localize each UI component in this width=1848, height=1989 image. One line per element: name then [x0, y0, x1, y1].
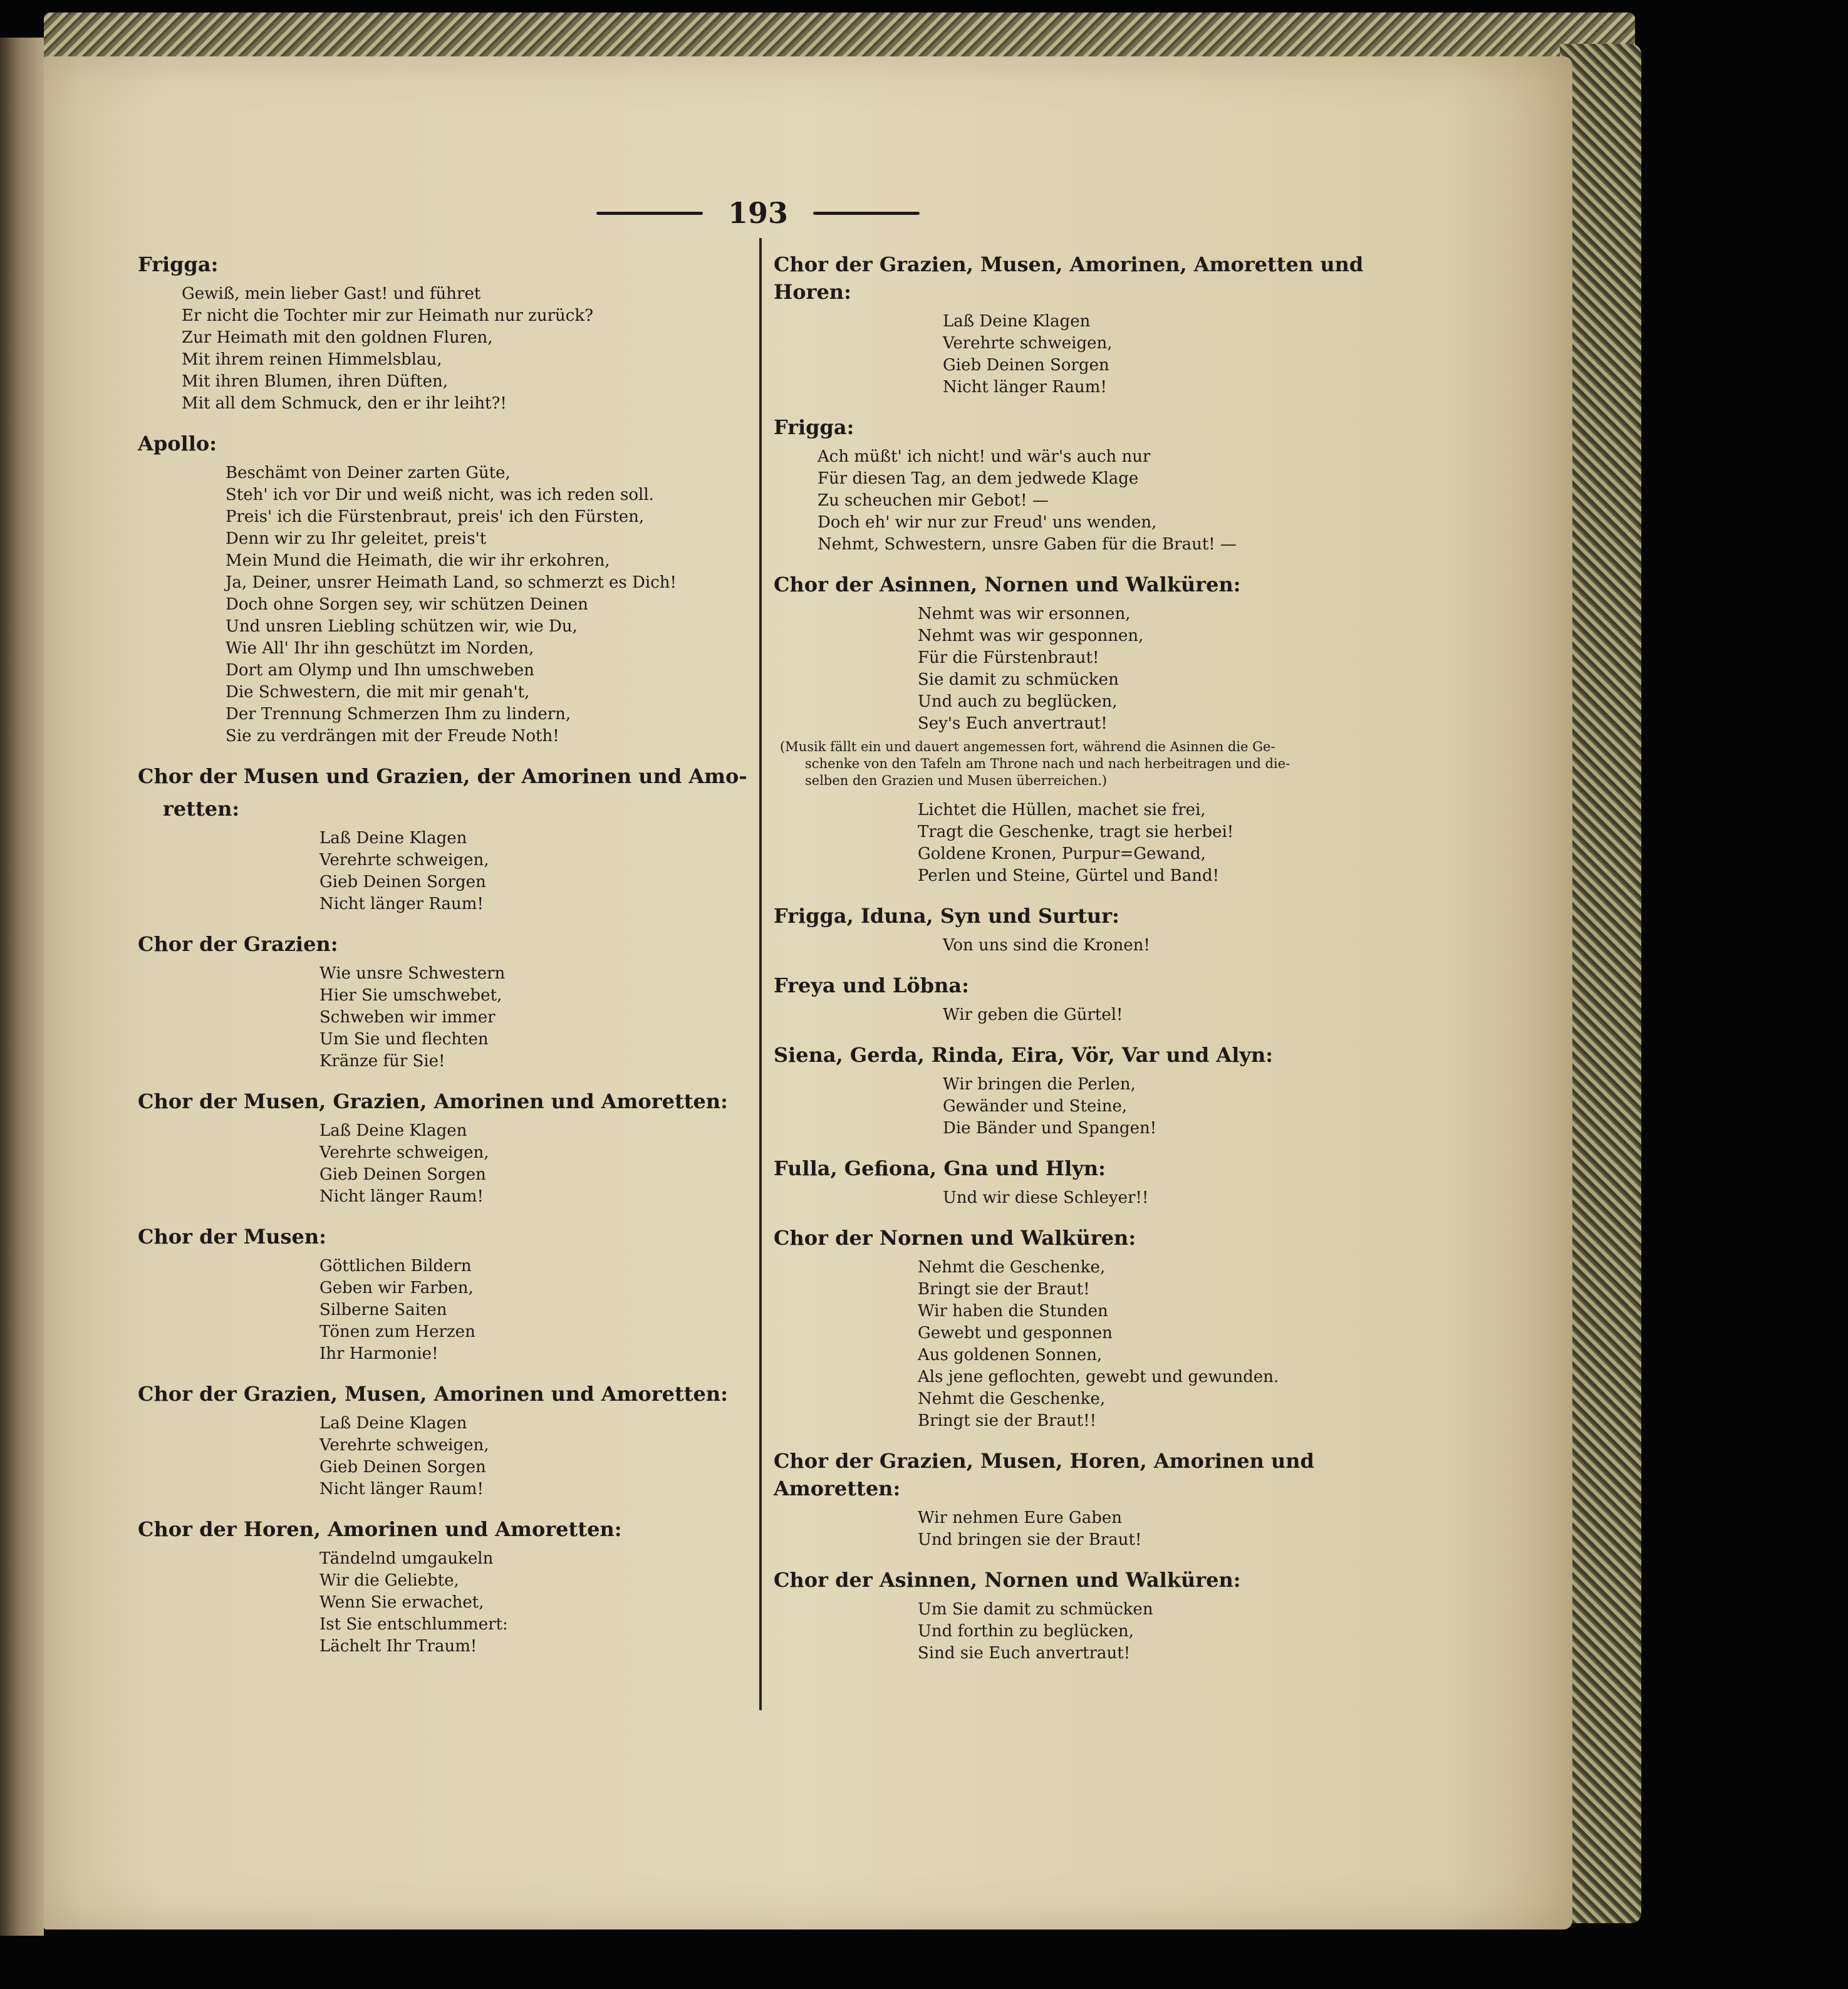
column-divider	[759, 238, 762, 1710]
speech-block	[138, 251, 752, 415]
verse-line: Mit all dem Schmuck, den er ihr leiht?!	[182, 394, 507, 413]
verse-line: Gewebt und gesponnen	[918, 1324, 1113, 1342]
speaker-name: Frigga:	[138, 252, 219, 276]
verse-line: Tragt die Geschenke, tragt sie herbei!	[918, 823, 1234, 841]
verse-lines	[774, 446, 1406, 556]
verse-line: Gieb Deinen Sorgen	[319, 1458, 486, 1477]
speech-block	[774, 251, 1406, 398]
speaker-name: Chor der Musen und Grazien, der Amorinen und Amo-	[138, 764, 747, 788]
right-column	[774, 251, 1406, 1680]
verse-lines	[774, 1074, 1406, 1140]
verse-line: Und bringen sie der Braut!	[918, 1530, 1142, 1549]
speaker-name: Chor der Nornen und Walküren:	[774, 1226, 1136, 1250]
verse-lines	[138, 1120, 752, 1208]
verse-line: Verehrte schweigen,	[319, 1436, 489, 1455]
speaker-name: Frigga:	[774, 415, 854, 439]
speech-block	[774, 1447, 1406, 1551]
stage-direction	[774, 739, 1406, 789]
speaker-name-continued: retten:	[163, 797, 240, 821]
speaker-name: Chor der Asinnen, Nornen und Walküren:	[774, 573, 1241, 596]
speaker-name: Frigga, Iduna, Syn und Surtur:	[774, 904, 1119, 928]
verse-line: Nicht länger Raum!	[319, 895, 484, 913]
verse-line: Der Trennung Schmerzen Ihm zu lindern,	[226, 705, 571, 724]
verse-line: Wie unsre Schwestern	[319, 964, 506, 983]
speech-block	[138, 1515, 752, 1658]
left-column	[138, 251, 752, 1673]
speech-block	[774, 902, 1406, 957]
speaker-name: Chor der Grazien, Musen, Amorinen und Amoretten:	[138, 1382, 728, 1406]
stage-direction-line: schenke von den Tafeln am Throne nach und nach herbeitragen und die-	[805, 756, 1290, 771]
verse-line: Ihr Harmonie!	[319, 1344, 439, 1363]
speech-block	[138, 1088, 752, 1208]
verse-line: Von uns sind die Kronen!	[943, 936, 1150, 955]
verse-lines	[138, 1413, 752, 1500]
verse-line: Bringt sie der Braut!!	[918, 1411, 1097, 1430]
verse-line: Wir die Geliebte,	[319, 1571, 459, 1590]
verse-line: Um Sie damit zu schmücken	[918, 1600, 1153, 1619]
verse-lines	[774, 603, 1406, 735]
verse-line: Steh' ich vor Dir und weiß nicht, was ich reden soll.	[226, 486, 654, 504]
verse-line: Sind sie Euch anvertraut!	[918, 1644, 1131, 1663]
speech-block	[774, 1041, 1406, 1140]
speech-block	[138, 1380, 752, 1500]
verse-lines	[138, 1548, 752, 1658]
verse-line: Und forthin zu beglücken,	[918, 1622, 1134, 1641]
verse-line: Nehmt, Schwestern, unsre Gaben für die Braut! —	[818, 535, 1237, 554]
speech-block	[774, 413, 1406, 556]
verse-line: Mein Mund die Heimath, die wir ihr erkohren,	[226, 551, 610, 570]
verse-line: Kränze für Sie!	[319, 1052, 445, 1071]
verse-line: Ja, Deiner, unsrer Heimath Land, so schmerzt es Dich!	[226, 573, 677, 592]
speech-block	[774, 1155, 1406, 1209]
verse-line: Nicht länger Raum!	[319, 1187, 484, 1206]
verse-line: Wir geben die Gürtel!	[943, 1005, 1123, 1024]
verse-line: Bringt sie der Braut!	[918, 1280, 1090, 1299]
verse-line: Aus goldenen Sonnen,	[918, 1346, 1103, 1364]
speech-block	[774, 972, 1406, 1026]
speaker-name: Chor der Grazien, Musen, Horen, Amorinen und Amoretten:	[774, 1449, 1314, 1500]
verse-line: Denn wir zu Ihr geleitet, preis't	[226, 529, 487, 548]
verse-line: Gieb Deinen Sorgen	[319, 1165, 486, 1184]
verse-line: Perlen und Steine, Gürtel und Band!	[918, 866, 1220, 885]
verse-line: Lächelt Ihr Traum!	[319, 1637, 477, 1656]
verse-lines	[138, 283, 752, 415]
verse-line: Wir nehmen Eure Gaben	[918, 1509, 1123, 1527]
verse-line: Ist Sie entschlummert:	[319, 1615, 508, 1634]
verse-line: Nicht länger Raum!	[319, 1480, 484, 1498]
speaker-name: Chor der Asinnen, Nornen und Walküren:	[774, 1568, 1241, 1592]
speech-block	[774, 1566, 1406, 1664]
speech-block	[138, 430, 752, 747]
verse-lines	[774, 935, 1406, 957]
verse-line: Tönen zum Herzen	[319, 1322, 475, 1341]
left-page-edge	[0, 38, 44, 1936]
header-rule-right	[813, 212, 920, 215]
verse-line: Lichtet die Hüllen, machet sie frei,	[918, 801, 1206, 819]
verse-line: Wenn Sie erwachet,	[319, 1593, 484, 1612]
stage-direction-line: selben den Grazien und Musen überreichen.)	[805, 773, 1108, 788]
page-header	[589, 191, 927, 235]
verse-line: Wir haben die Stunden	[918, 1302, 1108, 1321]
verse-line: Nehmt die Geschenke,	[918, 1258, 1106, 1277]
stage-direction-line: (Musik fällt ein und dauert angemessen fort, während die Asinnen die Ge-	[780, 739, 1275, 754]
verse-lines	[774, 1187, 1406, 1209]
verse-lines	[774, 1599, 1406, 1664]
verse-lines	[774, 799, 1406, 887]
verse-line: Wir bringen die Perlen,	[943, 1075, 1136, 1094]
verse-line: Doch eh' wir nur zur Freud' uns wenden,	[818, 513, 1157, 532]
verse-line: Für die Fürstenbraut!	[918, 648, 1099, 667]
header-rule-left	[596, 212, 703, 215]
verse-line: Die Bänder und Spangen!	[943, 1119, 1157, 1138]
verse-line: Verehrte schweigen,	[319, 851, 489, 870]
verse-line: Zur Heimath mit den goldnen Fluren,	[182, 328, 493, 347]
verse-line: Gewiß, mein lieber Gast! und führet	[182, 284, 481, 303]
verse-lines	[138, 828, 752, 915]
verse-lines	[138, 462, 752, 747]
verse-line: Sie zu verdrängen mit der Freude Noth!	[226, 727, 559, 745]
verse-line: Silberne Saiten	[319, 1301, 447, 1319]
page-number: 193	[727, 196, 789, 230]
verse-line: Hier Sie umschwebet,	[319, 986, 502, 1005]
verse-line: Verehrte schweigen,	[319, 1143, 489, 1162]
verse-line: Als jene geflochten, gewebt und gewunden.	[918, 1368, 1279, 1386]
speaker-name: Freya und Löbna:	[774, 974, 969, 997]
verse-lines	[774, 311, 1406, 398]
verse-line: Tändelnd umgaukeln	[319, 1549, 494, 1568]
verse-line: Goldene Kronen, Purpur=Gewand,	[918, 844, 1206, 863]
verse-line: Er nicht die Tochter mir zur Heimath nur zurück?	[182, 306, 594, 325]
speech-block	[138, 930, 752, 1072]
verse-line: Nehmt was wir gesponnen,	[918, 626, 1144, 645]
verse-line: Und wir diese Schleyer!!	[943, 1188, 1149, 1207]
verse-line: Gewänder und Steine,	[943, 1097, 1128, 1116]
verse-line: Geben wir Farben,	[319, 1279, 474, 1297]
verse-line: Dort am Olymp und Ihn umschweben	[226, 661, 534, 680]
verse-line: Sey's Euch anvertraut!	[918, 714, 1108, 733]
verse-line: Laß Deine Klagen	[319, 1414, 467, 1433]
speaker-name: Chor der Musen, Grazien, Amorinen und Amoretten:	[138, 1089, 728, 1113]
verse-line: Zu scheuchen mir Gebot! —	[818, 491, 1049, 510]
speaker-name: Chor der Grazien:	[138, 932, 338, 956]
verse-lines	[138, 1255, 752, 1365]
verse-line: Nehmt was wir ersonnen,	[918, 605, 1131, 623]
speaker-name: Fulla, Gefiona, Gna und Hlyn:	[774, 1156, 1106, 1180]
speaker-name: Chor der Musen:	[138, 1225, 326, 1249]
verse-line: Ach müßt' ich nicht! und wär's auch nur	[818, 447, 1151, 466]
speaker-name: Apollo:	[138, 432, 217, 455]
verse-line: Nehmt die Geschenke,	[918, 1389, 1106, 1408]
verse-line: Wie All' Ihr ihn geschützt im Norden,	[226, 639, 534, 658]
speaker-name: Chor der Horen, Amorinen und Amoretten:	[138, 1517, 622, 1541]
speech-block	[774, 571, 1406, 887]
verse-line: Sie damit zu schmücken	[918, 670, 1119, 689]
verse-line: Und auch zu beglücken,	[918, 692, 1118, 711]
verse-line: Gieb Deinen Sorgen	[319, 873, 486, 891]
verse-line: Für diesen Tag, an dem jedwede Klage	[818, 469, 1139, 488]
verse-line: Verehrte schweigen,	[943, 334, 1113, 353]
verse-line: Mit ihren Blumen, ihren Düften,	[182, 372, 448, 391]
verse-lines	[774, 1004, 1406, 1026]
verse-line: Nicht länger Raum!	[943, 378, 1107, 397]
speaker-name: Siena, Gerda, Rinda, Eira, Vör, Var und Alyn:	[774, 1043, 1274, 1067]
verse-line: Die Schwestern, die mit mir genah't,	[226, 683, 530, 702]
verse-line: Laß Deine Klagen	[319, 829, 467, 848]
verse-line: Um Sie und flechten	[319, 1030, 489, 1049]
verse-line: Göttlichen Bildern	[319, 1257, 472, 1275]
verse-line: Und unsren Liebling schützen wir, wie Du,	[226, 617, 578, 636]
verse-line: Schweben wir immer	[319, 1008, 496, 1027]
verse-lines	[774, 1257, 1406, 1432]
verse-line: Laß Deine Klagen	[319, 1121, 467, 1140]
verse-lines	[138, 963, 752, 1072]
verse-line: Laß Deine Klagen	[943, 312, 1091, 331]
speaker-name: Chor der Grazien, Musen, Amorinen, Amoretten und Horen:	[774, 252, 1364, 304]
verse-line: Beschämt von Deiner zarten Güte,	[226, 464, 511, 482]
verse-line: Mit ihrem reinen Himmelsblau,	[182, 350, 442, 369]
verse-line: Doch ohne Sorgen sey, wir schützen Deinen	[226, 595, 588, 614]
verse-line: Gieb Deinen Sorgen	[943, 356, 1109, 375]
speech-block	[138, 762, 752, 915]
verse-line: Preis' ich die Fürstenbraut, preis' ich den Fürsten,	[226, 507, 645, 526]
speech-block	[138, 1223, 752, 1365]
speech-block	[774, 1224, 1406, 1432]
verse-lines	[774, 1507, 1406, 1551]
